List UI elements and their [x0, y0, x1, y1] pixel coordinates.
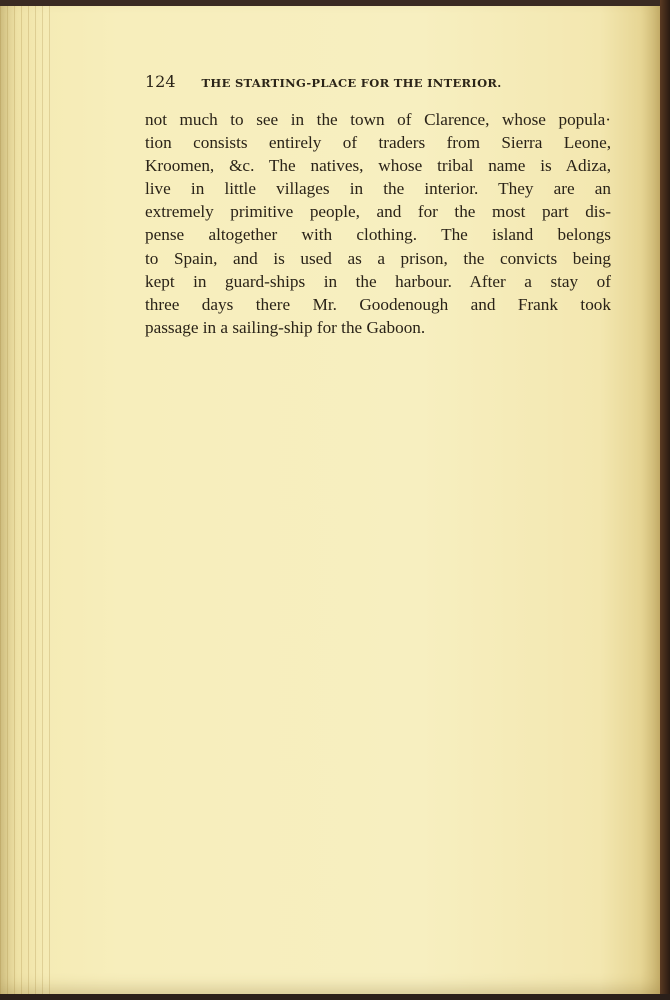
text-line: live in little villages in the interior. They are an — [145, 179, 611, 199]
text-line: tion consists entirely of traders from Sierra Leone, — [145, 133, 611, 153]
book-page — [0, 6, 660, 996]
running-head: THE STARTING-PLACE FOR THE INTERIOR. — [201, 76, 502, 90]
page-number: 124 — [145, 72, 176, 91]
page-header — [145, 72, 555, 91]
body-paragraph — [145, 108, 611, 339]
text-line: kept in guard-ships in the harbour. After a stay of — [145, 271, 611, 291]
text-line: passage in a sailing-ship for the Gaboon. — [145, 317, 426, 337]
text-line: to Spain, and is used as a prison, the convicts being — [145, 248, 611, 268]
scan-border — [0, 994, 670, 1000]
page-gutter — [0, 6, 50, 996]
text-line: Kroomen, &c. The natives, whose tribal name is Adiza, — [145, 156, 611, 176]
text-line: not much to see in the town of Clarence, whose popula· — [145, 110, 611, 129]
text-line: three days there Mr. Goodenough and Frank took — [145, 294, 611, 314]
text-line: extremely primitive people, and for the most part dis- — [145, 202, 611, 222]
book-edge — [660, 0, 670, 1000]
text-line: pense altogether with clothing. The island belongs — [145, 225, 611, 245]
